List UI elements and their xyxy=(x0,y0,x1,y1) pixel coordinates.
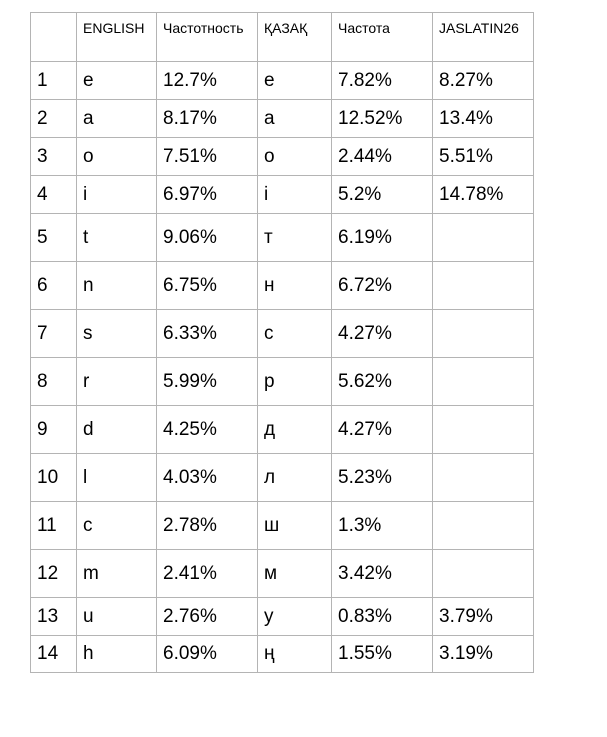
cell-english-frequency: 12.7% xyxy=(157,62,258,100)
cell-kazakh-letter: ң xyxy=(258,636,332,673)
table-row xyxy=(31,454,534,502)
cell-jaslatin26-frequency: 13.4% xyxy=(433,100,534,138)
cell-english-letter: u xyxy=(77,598,157,636)
table-row xyxy=(31,176,534,214)
cell-index: 9 xyxy=(31,406,77,454)
cell-english-frequency: 8.17% xyxy=(157,100,258,138)
cell-kazakh-frequency: 12.52% xyxy=(332,100,433,138)
cell-index: 1 xyxy=(31,62,77,100)
cell-english-letter: l xyxy=(77,454,157,502)
table-row xyxy=(31,502,534,550)
cell-kazakh-frequency: 5.2% xyxy=(332,176,433,214)
cell-kazakh-letter: р xyxy=(258,358,332,406)
cell-kazakh-letter: а xyxy=(258,100,332,138)
cell-kazakh-letter: л xyxy=(258,454,332,502)
cell-index: 11 xyxy=(31,502,77,550)
header-cell-index xyxy=(31,13,77,62)
cell-jaslatin26-frequency: 3.79% xyxy=(433,598,534,636)
cell-english-frequency: 2.76% xyxy=(157,598,258,636)
cell-jaslatin26-frequency: 3.19% xyxy=(433,636,534,673)
cell-english-letter: m xyxy=(77,550,157,598)
cell-jaslatin26-frequency: 14.78% xyxy=(433,176,534,214)
table-row xyxy=(31,138,534,176)
cell-kazakh-letter: с xyxy=(258,310,332,358)
cell-kazakh-frequency: 6.19% xyxy=(332,214,433,262)
cell-kazakh-letter: у xyxy=(258,598,332,636)
cell-english-letter: o xyxy=(77,138,157,176)
cell-kazakh-frequency: 3.42% xyxy=(332,550,433,598)
cell-index: 6 xyxy=(31,262,77,310)
cell-english-letter: h xyxy=(77,636,157,673)
cell-jaslatin26-frequency xyxy=(433,310,534,358)
cell-english-frequency: 5.99% xyxy=(157,358,258,406)
cell-kazakh-letter: ш xyxy=(258,502,332,550)
cell-kazakh-frequency: 0.83% xyxy=(332,598,433,636)
cell-english-letter: t xyxy=(77,214,157,262)
cell-kazakh-letter: д xyxy=(258,406,332,454)
letter-frequency-table xyxy=(30,12,534,673)
cell-kazakh-letter: е xyxy=(258,62,332,100)
cell-index: 7 xyxy=(31,310,77,358)
cell-kazakh-frequency: 6.72% xyxy=(332,262,433,310)
cell-index: 12 xyxy=(31,550,77,598)
cell-index: 3 xyxy=(31,138,77,176)
header-cell-kazakh-frequency: Частота xyxy=(332,13,433,62)
cell-jaslatin26-frequency xyxy=(433,214,534,262)
cell-index: 4 xyxy=(31,176,77,214)
cell-english-frequency: 6.75% xyxy=(157,262,258,310)
table-row xyxy=(31,100,534,138)
cell-index: 13 xyxy=(31,598,77,636)
cell-kazakh-letter: т xyxy=(258,214,332,262)
cell-english-letter: d xyxy=(77,406,157,454)
cell-english-frequency: 6.09% xyxy=(157,636,258,673)
cell-jaslatin26-frequency xyxy=(433,358,534,406)
cell-jaslatin26-frequency xyxy=(433,262,534,310)
cell-jaslatin26-frequency: 8.27% xyxy=(433,62,534,100)
cell-kazakh-frequency: 4.27% xyxy=(332,310,433,358)
cell-index: 10 xyxy=(31,454,77,502)
cell-english-letter: n xyxy=(77,262,157,310)
cell-kazakh-letter: н xyxy=(258,262,332,310)
header-cell-kazakh: ҚАЗАҚ xyxy=(258,13,332,62)
cell-jaslatin26-frequency xyxy=(433,454,534,502)
cell-english-frequency: 2.41% xyxy=(157,550,258,598)
cell-kazakh-frequency: 1.55% xyxy=(332,636,433,673)
cell-english-frequency: 7.51% xyxy=(157,138,258,176)
cell-english-letter: a xyxy=(77,100,157,138)
cell-kazakh-frequency: 5.23% xyxy=(332,454,433,502)
cell-kazakh-letter: і xyxy=(258,176,332,214)
table-row xyxy=(31,214,534,262)
cell-index: 2 xyxy=(31,100,77,138)
table-row xyxy=(31,406,534,454)
cell-kazakh-frequency: 1.3% xyxy=(332,502,433,550)
cell-english-frequency: 6.33% xyxy=(157,310,258,358)
header-row xyxy=(31,13,534,62)
cell-jaslatin26-frequency: 5.51% xyxy=(433,138,534,176)
cell-kazakh-frequency: 7.82% xyxy=(332,62,433,100)
cell-english-frequency: 4.25% xyxy=(157,406,258,454)
table-row xyxy=(31,310,534,358)
cell-english-letter: s xyxy=(77,310,157,358)
table-row xyxy=(31,62,534,100)
cell-kazakh-letter: о xyxy=(258,138,332,176)
cell-index: 5 xyxy=(31,214,77,262)
cell-english-letter: c xyxy=(77,502,157,550)
cell-english-letter: r xyxy=(77,358,157,406)
cell-index: 8 xyxy=(31,358,77,406)
cell-english-letter: e xyxy=(77,62,157,100)
header-cell-jaslatin26: JASLATIN26 xyxy=(433,13,534,62)
cell-english-letter: i xyxy=(77,176,157,214)
cell-english-frequency: 2.78% xyxy=(157,502,258,550)
cell-english-frequency: 6.97% xyxy=(157,176,258,214)
table-row xyxy=(31,358,534,406)
cell-english-frequency: 4.03% xyxy=(157,454,258,502)
table-row xyxy=(31,598,534,636)
table-row xyxy=(31,550,534,598)
cell-kazakh-frequency: 5.62% xyxy=(332,358,433,406)
table-row xyxy=(31,262,534,310)
cell-kazakh-frequency: 2.44% xyxy=(332,138,433,176)
cell-jaslatin26-frequency xyxy=(433,502,534,550)
table-row xyxy=(31,636,534,673)
cell-jaslatin26-frequency xyxy=(433,406,534,454)
cell-index: 14 xyxy=(31,636,77,673)
cell-english-frequency: 9.06% xyxy=(157,214,258,262)
header-cell-english-frequency: Частотность xyxy=(157,13,258,62)
header-cell-english: ENGLISH xyxy=(77,13,157,62)
cell-jaslatin26-frequency xyxy=(433,550,534,598)
cell-kazakh-frequency: 4.27% xyxy=(332,406,433,454)
cell-kazakh-letter: м xyxy=(258,550,332,598)
